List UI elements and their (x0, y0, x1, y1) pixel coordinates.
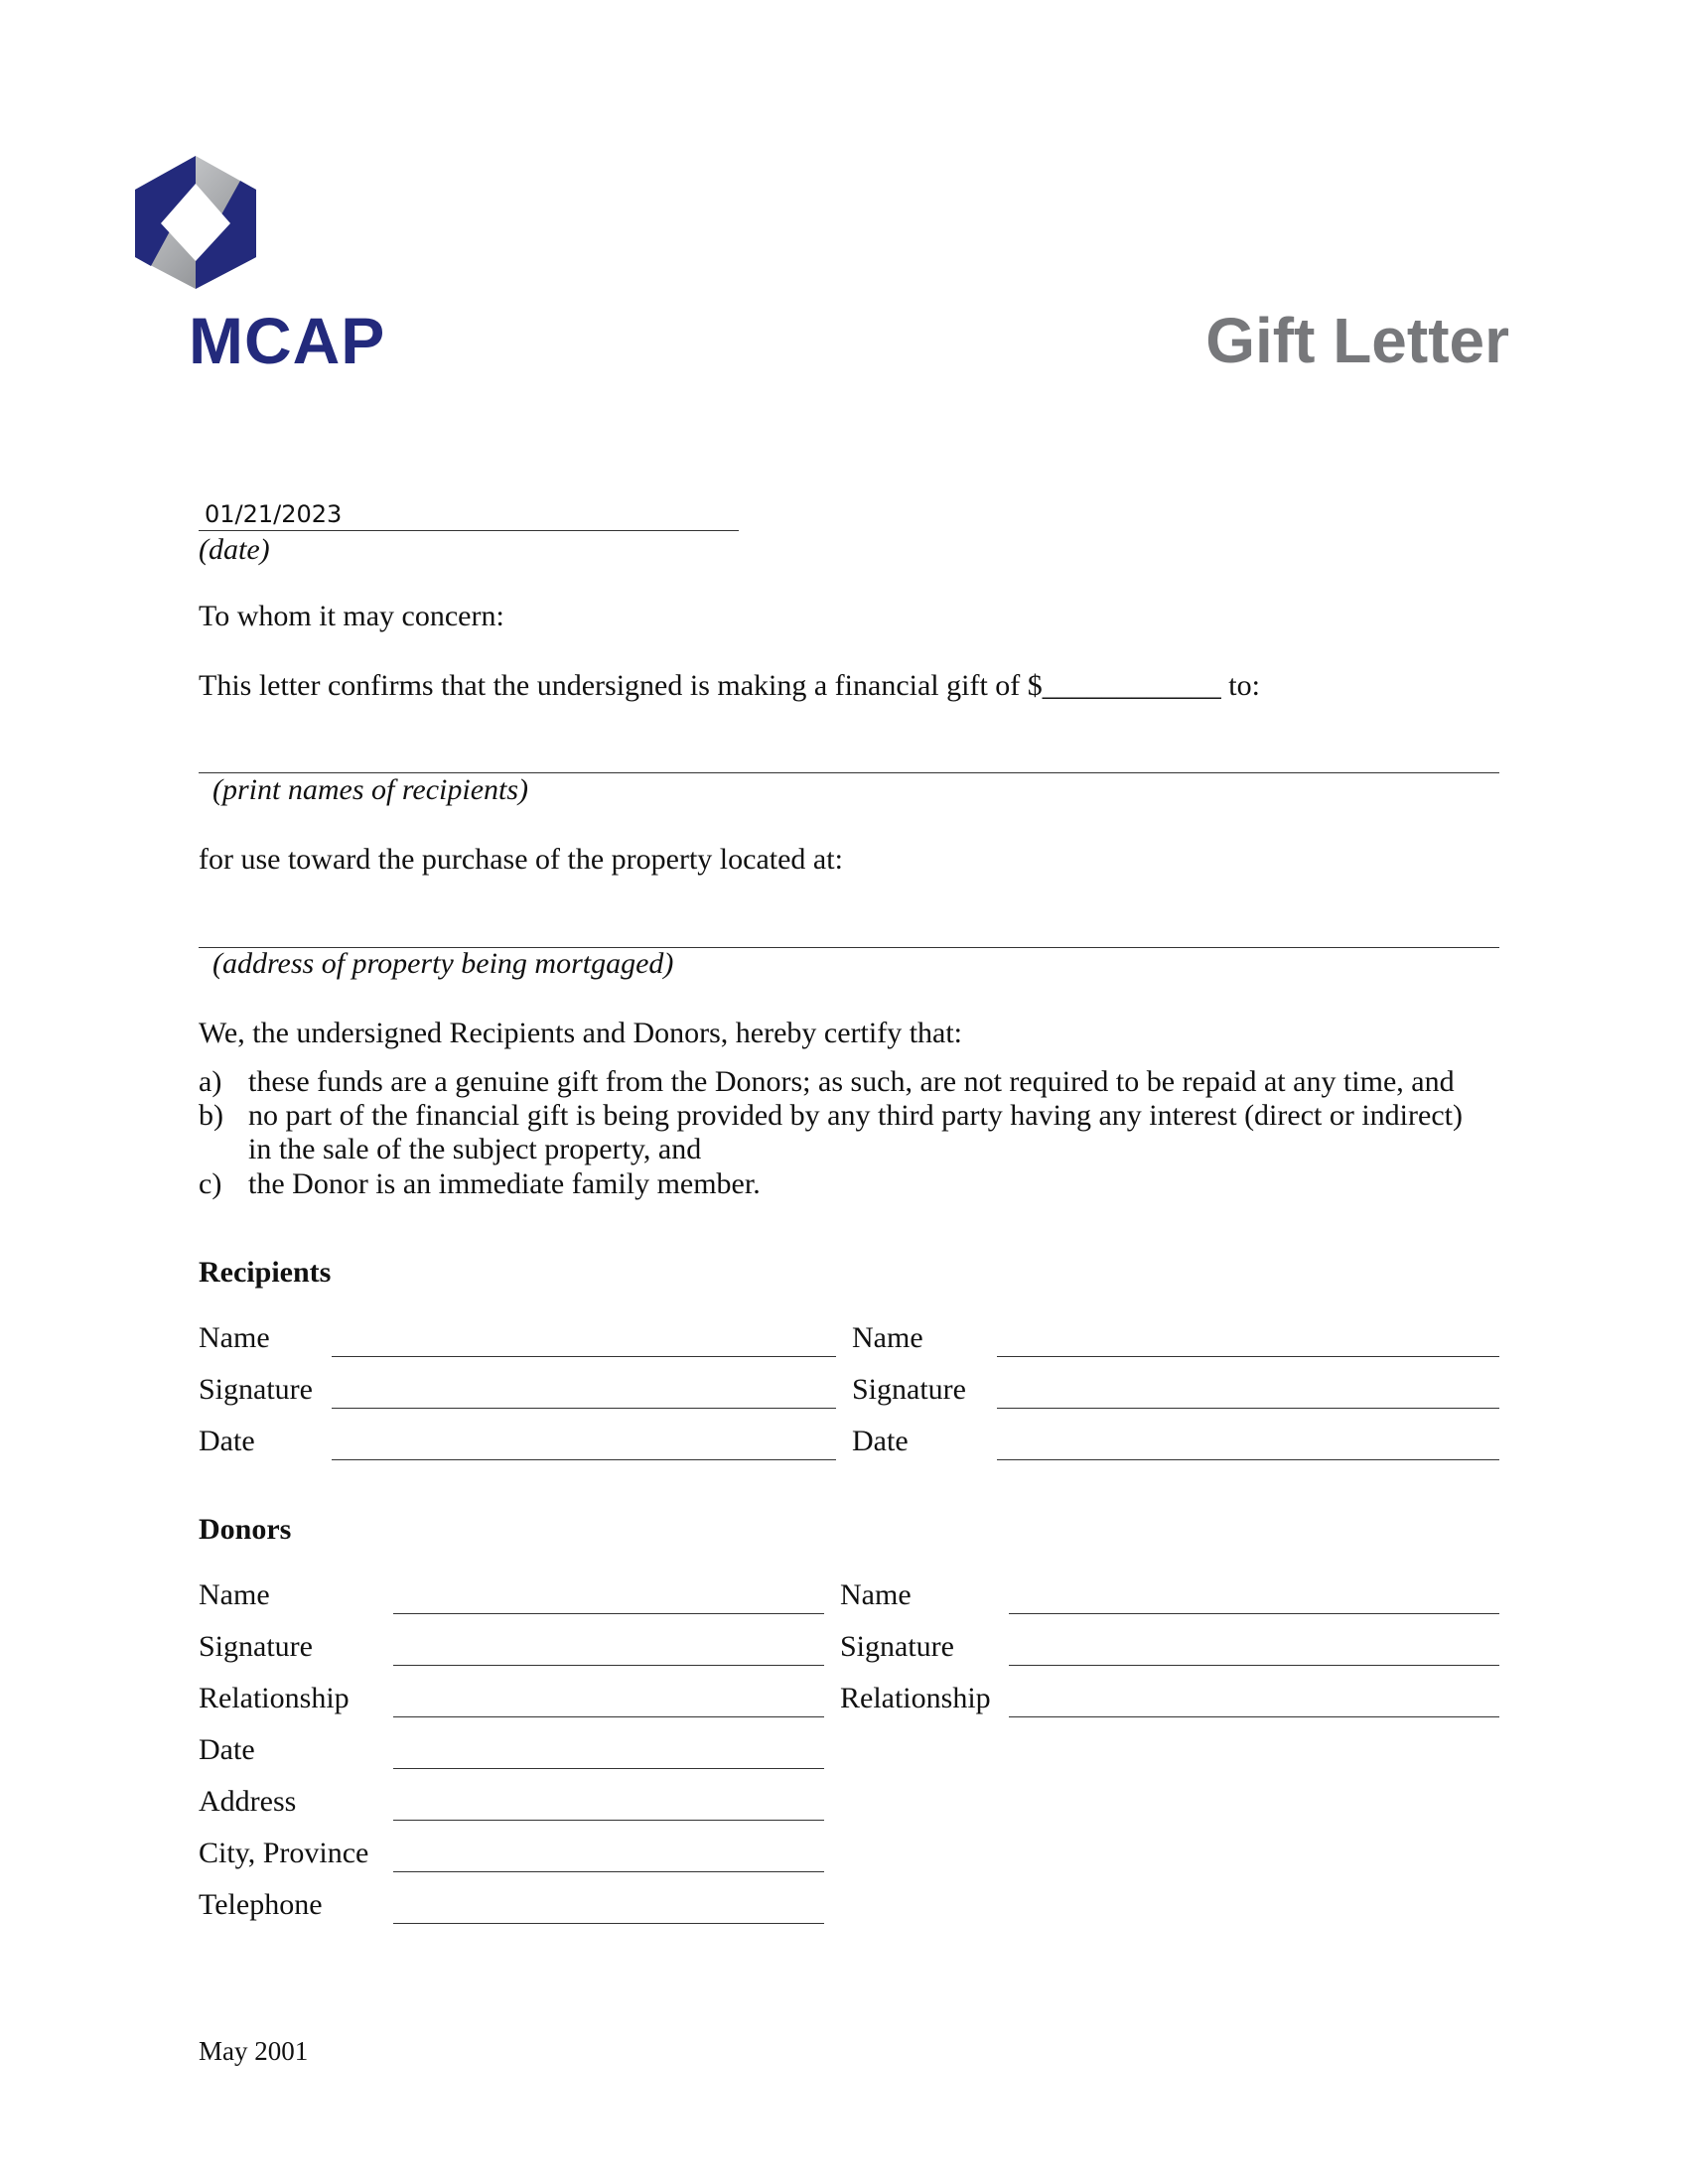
brand-wordmark: MCAP (189, 304, 386, 377)
donor-address-label: Address (199, 1785, 297, 1818)
donor-1-relationship-label: Relationship (199, 1682, 350, 1714)
donor-1-signature-field[interactable] (393, 1665, 824, 1666)
donor-2-signature-label: Signature (840, 1630, 954, 1663)
gift-amount-field[interactable]: ____________ (1042, 669, 1221, 702)
donor-2-relationship-label: Relationship (840, 1682, 991, 1714)
donor-city-province-field[interactable] (393, 1871, 824, 1872)
recipient-names-label: (print names of recipients) (212, 773, 529, 806)
donor-2-relationship-field[interactable] (1009, 1716, 1499, 1717)
list-marker: b) (199, 1099, 223, 1132)
recipient-2-name-label: Name (852, 1321, 923, 1354)
list-marker: a) (199, 1065, 222, 1098)
recipient-1-date-label: Date (199, 1425, 255, 1457)
document-title: Gift Letter (1205, 305, 1509, 376)
recipient-1-name-label: Name (199, 1321, 270, 1354)
recipient-2-signature-label: Signature (852, 1373, 966, 1406)
recipient-1-signature-field[interactable] (332, 1408, 836, 1409)
footer-revision: May 2001 (199, 2036, 309, 2066)
recipient-1-name-field[interactable] (332, 1356, 836, 1357)
donor-date-label: Date (199, 1733, 255, 1766)
donor-address-field[interactable] (393, 1820, 824, 1821)
donor-1-name-field[interactable] (393, 1613, 824, 1614)
list-marker: c) (199, 1167, 222, 1200)
certification-text: no part of the financial gift is being provided by any third party having any interest (direct or indirect) (248, 1099, 1463, 1132)
donor-1-relationship-field[interactable] (393, 1716, 824, 1717)
gift-statement (199, 669, 1260, 703)
date-underline (199, 530, 739, 531)
recipient-2-name-field[interactable] (997, 1356, 1499, 1357)
donor-1-name-label: Name (199, 1578, 270, 1611)
recipient-2-date-label: Date (852, 1425, 909, 1457)
donor-telephone-field[interactable] (393, 1923, 824, 1924)
salutation: To whom it may concern: (199, 600, 504, 632)
recipients-heading: Recipients (199, 1256, 332, 1289)
recipient-1-date-field[interactable] (332, 1459, 836, 1460)
recipient-2-signature-field[interactable] (997, 1408, 1499, 1409)
donor-2-name-label: Name (840, 1578, 912, 1611)
donor-date-field[interactable] (393, 1768, 824, 1769)
donor-1-signature-label: Signature (199, 1630, 313, 1663)
certification-text-continued: in the sale of the subject property, and (248, 1133, 702, 1165)
gift-statement-prefix: This letter confirms that the undersigned is making a financial gift of $ (199, 669, 1043, 702)
donor-2-signature-field[interactable] (1009, 1665, 1499, 1666)
certify-intro: We, the undersigned Recipients and Donors, hereby certify that: (199, 1017, 963, 1049)
date-label: (date) (199, 533, 270, 566)
recipient-2-date-field[interactable] (997, 1459, 1499, 1460)
donor-2-name-field[interactable] (1009, 1613, 1499, 1614)
gift-statement-suffix: to: (1220, 669, 1260, 702)
date-field[interactable]: 01/21/2023 (205, 500, 343, 528)
property-address-label: (address of property being mortgaged) (212, 947, 674, 980)
donor-telephone-label: Telephone (199, 1888, 323, 1921)
donors-heading: Donors (199, 1513, 292, 1546)
property-intro: for use toward the purchase of the property located at: (199, 843, 843, 876)
certification-text: these funds are a genuine gift from the Donors; as such, are not required to be repaid at any time, and (248, 1065, 1455, 1098)
recipient-1-signature-label: Signature (199, 1373, 313, 1406)
mcap-hexagon-icon (133, 154, 258, 291)
donor-city-province-label: City, Province (199, 1837, 369, 1869)
certification-text: the Donor is an immediate family member. (248, 1167, 761, 1200)
